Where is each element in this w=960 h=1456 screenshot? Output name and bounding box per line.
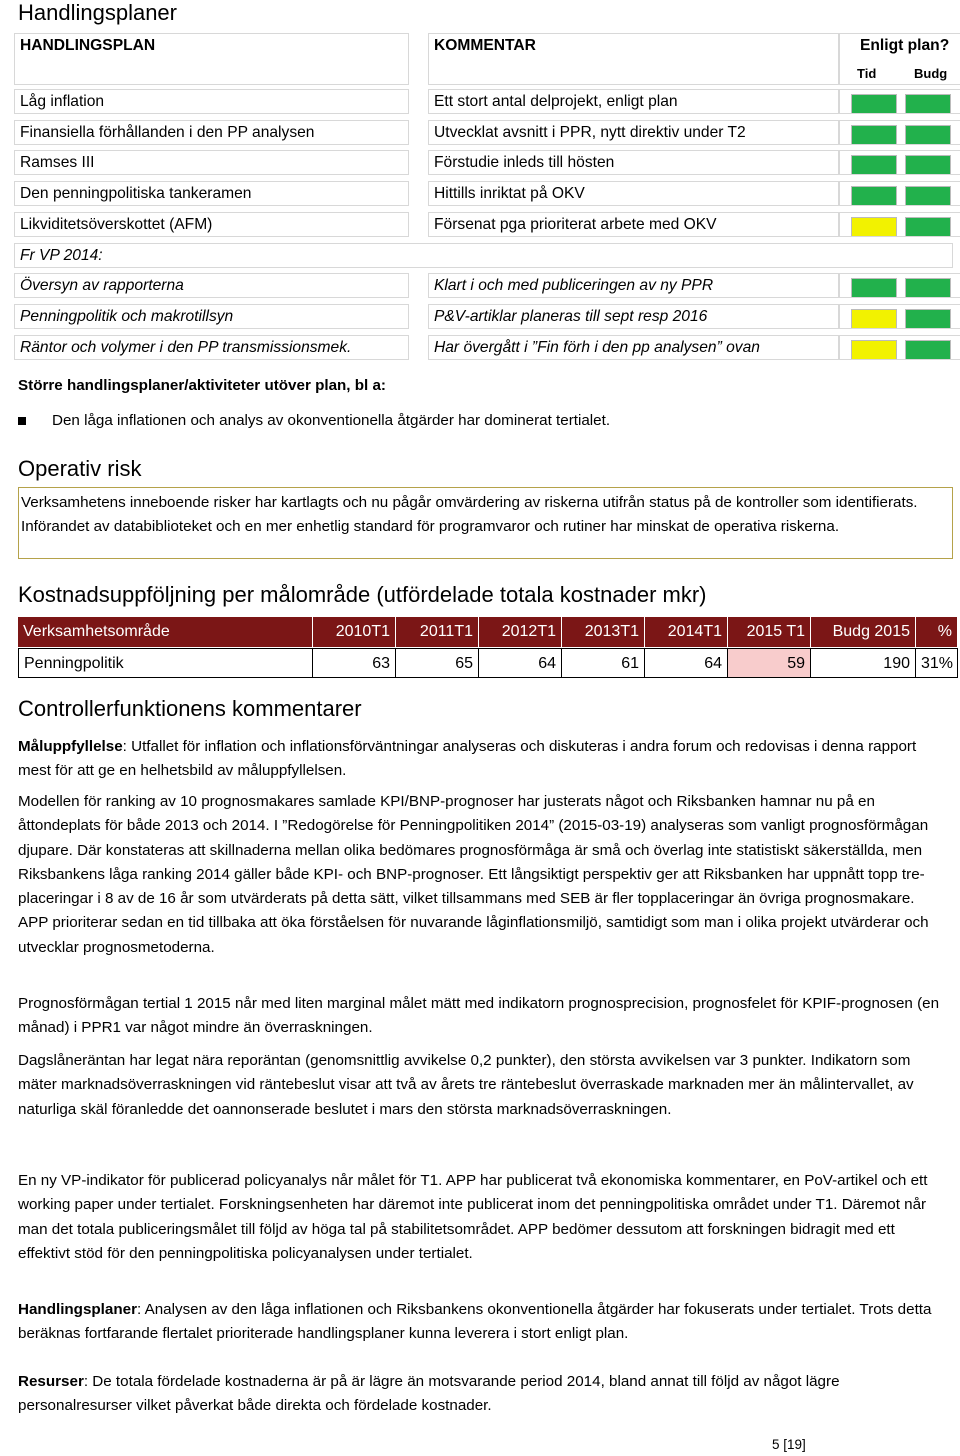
status-budg-indicator — [905, 186, 951, 206]
plan-name: Låg inflation — [14, 89, 409, 114]
paragraph-resurser — [18, 1370, 943, 1419]
status-tid-indicator — [851, 278, 897, 298]
cost-value-cell: Penningpolitik — [18, 648, 313, 678]
cost-title: Kostnadsuppföljning per målområde (utfördelade totala kostnader mkr) — [18, 582, 707, 607]
plan-comment: Förstudie inleds till hösten — [428, 150, 839, 175]
header-according-label: Enligt plan? — [860, 37, 950, 54]
cost-table-header — [18, 617, 958, 647]
paragraph-vp-indikator: En ny VP-indikator för publicerad policyanalys når målet för T1. APP har publicerat två ekonomiska kommentarer, en PoV-artikel och ett working paper under tertialet. Forskningsenheten har däremot inte publicerat inom det penningpolitiska området under T1. Däremot når man det totala publiceringsmålet till följd av höga tal på stabilitetsområdet. APP bedömer dessutom att forskningen bidragit med ett effektivt stöd för den penningpolitiska policyanalysen under tertialet. — [18, 1172, 928, 1262]
plan-name: Likviditetsöverskottet (AFM) — [14, 212, 409, 237]
larger-plans-bullet: Den låga inflationen och analys av okonventionella åtgärder har dominerat tertialet. — [52, 412, 611, 429]
plan-comment: Försenat pga prioriterat arbete med OKV — [428, 212, 839, 237]
plan-name: Den penningpolitiska tankeramen — [14, 181, 409, 206]
plan-name: Räntor och volymer i den PP transmissionsmek. — [14, 335, 409, 360]
section-title: Handlingsplaner — [18, 0, 177, 25]
status-budg-indicator — [905, 309, 951, 329]
plan-name: Översyn av rapporterna — [14, 273, 409, 298]
cost-header-cell: Verksamhetsområde — [18, 617, 313, 647]
plan-comment: Ett stort antal delprojekt, enligt plan — [428, 89, 839, 114]
status-tid-indicator — [851, 125, 897, 145]
controller-title: Controllerfunktionens kommentarer — [18, 696, 362, 721]
cost-header-cell: 2015 T1 — [728, 617, 811, 647]
larger-plans-heading: Större handlingsplaner/aktiviteter utöver plan, bl a: — [18, 377, 386, 394]
status-tid-indicator — [851, 94, 897, 114]
status-tid-indicator — [851, 217, 897, 237]
header-plan: HANDLINGSPLAN — [14, 33, 409, 85]
cost-value-cell: 31% — [916, 648, 958, 678]
cost-header-cell: 2010T1 — [313, 617, 396, 647]
paragraph-dagslaneranta: Dagslåneräntan har legat nära reporäntan (genomsnittlig avvikelse 0,2 punkter), den största avvikelsen var 3 punkter. Indikatorn som mäter marknadsöverraskningen vid räntebeslut visar att två av årets tre räntebeslut överraskade marknaden mer än målintervallet, av naturliga skäl föranledde det oannonserade beslutet i mars den största marknadsöverraskningen. — [18, 1052, 914, 1118]
cost-value-cell: 59 — [728, 648, 811, 678]
status-budg-indicator — [905, 340, 951, 360]
cost-header-cell: % — [916, 617, 958, 647]
header-tid: Tid — [857, 66, 877, 81]
paragraph-prognos: Prognosförmågan tertial 1 2015 når med liten marginal målet mätt med indikatorn prognosprecision, prognosfelet för KPIF-prognosen (en månad) i PPR1 var något mindre än överraskningen. — [18, 995, 940, 1037]
status-budg-indicator — [905, 278, 951, 298]
plan-comment: Har övergått i ”Fin förh i den pp analysen” ovan — [428, 335, 839, 360]
plan-name: Penningpolitik och makrotillsyn — [14, 304, 409, 329]
paragraph-label: Handlingsplaner — [18, 1301, 137, 1318]
plan-status-cell — [839, 212, 960, 237]
cost-header-cell: 2014T1 — [645, 617, 728, 647]
status-budg-indicator — [905, 217, 951, 237]
paragraph-maluppfyllelse — [18, 735, 943, 784]
plan-comment: Hittills inriktat på OKV — [428, 181, 839, 206]
paragraph-ranking: Modellen för ranking av 10 prognosmakares samlade KPI/BNP-prognoser har justerats något och Riksbanken hamnar nu på en åttondeplats för både 2013 och 2014. I ”Redogörelse för Penningpolitiken 2014” (2015-03-19) analyseras som vanligt prognosförmågan djupare. Där konstateras att skillnaderna mellan olika bedömares prognosförmåga är små och överlag inte statistiskt säkerställda, men Riksbankens låga ranking 2014 gäller både KPI- och BNP-prognoser. Ett långsiktigt perspektiv ger att Riksbanken har uppnått topp tre-placeringar i 8 av de 16 år som utvärderats på detta sätt, vilket tillsammans med SEB är fler topplaceringar än övriga prognosmakare. APP prioriterar sedan en tid tillbaka att öka förståelsen för nuvarande låginflationsmiljö, samtidigt som man i olika projekt utvärderar och utvecklar prognosmetoderna. — [18, 793, 929, 956]
plan-status-cell — [839, 273, 960, 298]
header-budg: Budg — [914, 66, 948, 81]
plan-comment: P&V-artiklar planeras till sept resp 2016 — [428, 304, 839, 329]
page-number: 5 [19] — [772, 1437, 806, 1452]
plan-name: Finansiella förhållanden i den PP analysen — [14, 120, 409, 145]
cost-header-cell: Budg 2015 — [811, 617, 916, 647]
cost-header-cell: 2011T1 — [396, 617, 479, 647]
cost-value-cell: 64 — [479, 648, 562, 678]
paragraph-text: : Analysen av den låga inflationen och Riksbankens okonventionella åtgärder har fokuserats under tertialet. Trots detta beräknas fortfarande flertalet prioriterade handlingsplaner kunna leverera i stort enligt plan. — [18, 1301, 932, 1343]
plan-status-cell — [839, 150, 960, 175]
status-budg-indicator — [905, 94, 951, 114]
header-comment: KOMMENTAR — [428, 33, 839, 85]
operational-risk-text: Verksamhetens inneboende risker har kartlagts och nu pågår omvärdering av riskerna utifrån status på de kontroller som identifierats. Införandet av databiblioteket och en mer enhetlig standard för programvaror och rutiner har minskat de operativa riskerna. — [18, 487, 953, 559]
cost-value-cell: 64 — [645, 648, 728, 678]
paragraph-text: : De totala fördelade kostnaderna är på är lägre än motsvarande period 2014, bland annat till följd av något lägre personalresurser vilket påverkat både direkta och fördelade kostnader. — [18, 1373, 840, 1415]
cost-table-row — [18, 648, 958, 678]
plan-name: Fr VP 2014: — [14, 243, 953, 268]
paragraph-text: : Utfallet för inflation och inflationsförväntningar analyseras och diskuteras i andra forum och redovisas i denna rapport mest för att ge en helhetsbild av måluppfyllelsen. — [18, 738, 917, 780]
cost-value-cell: 63 — [313, 648, 396, 678]
status-tid-indicator — [851, 186, 897, 206]
plan-status-cell — [839, 304, 960, 329]
plan-comment: Klart i och med publiceringen av ny PPR — [428, 273, 839, 298]
cost-value-cell: 65 — [396, 648, 479, 678]
status-budg-indicator — [905, 155, 951, 175]
status-tid-indicator — [851, 309, 897, 329]
paragraph-label: Måluppfyllelse — [18, 738, 123, 755]
operational-risk-title: Operativ risk — [18, 456, 142, 481]
plan-name: Ramses III — [14, 150, 409, 175]
cost-header-cell: 2013T1 — [562, 617, 645, 647]
header-according — [839, 33, 960, 85]
cost-value-cell: 61 — [562, 648, 645, 678]
plan-status-cell — [839, 181, 960, 206]
plan-status-cell — [839, 120, 960, 145]
plan-comment: Utvecklat avsnitt i PPR, nytt direktiv under T2 — [428, 120, 839, 145]
cost-header-cell: 2012T1 — [479, 617, 562, 647]
plan-status-cell — [839, 89, 960, 114]
paragraph-label: Resurser — [18, 1373, 84, 1390]
status-tid-indicator — [851, 155, 897, 175]
plan-status-cell — [839, 335, 960, 360]
bullet-square-icon — [18, 417, 26, 425]
status-tid-indicator — [851, 340, 897, 360]
cost-value-cell: 190 — [811, 648, 916, 678]
paragraph-handlingsplaner — [18, 1298, 943, 1347]
status-budg-indicator — [905, 125, 951, 145]
